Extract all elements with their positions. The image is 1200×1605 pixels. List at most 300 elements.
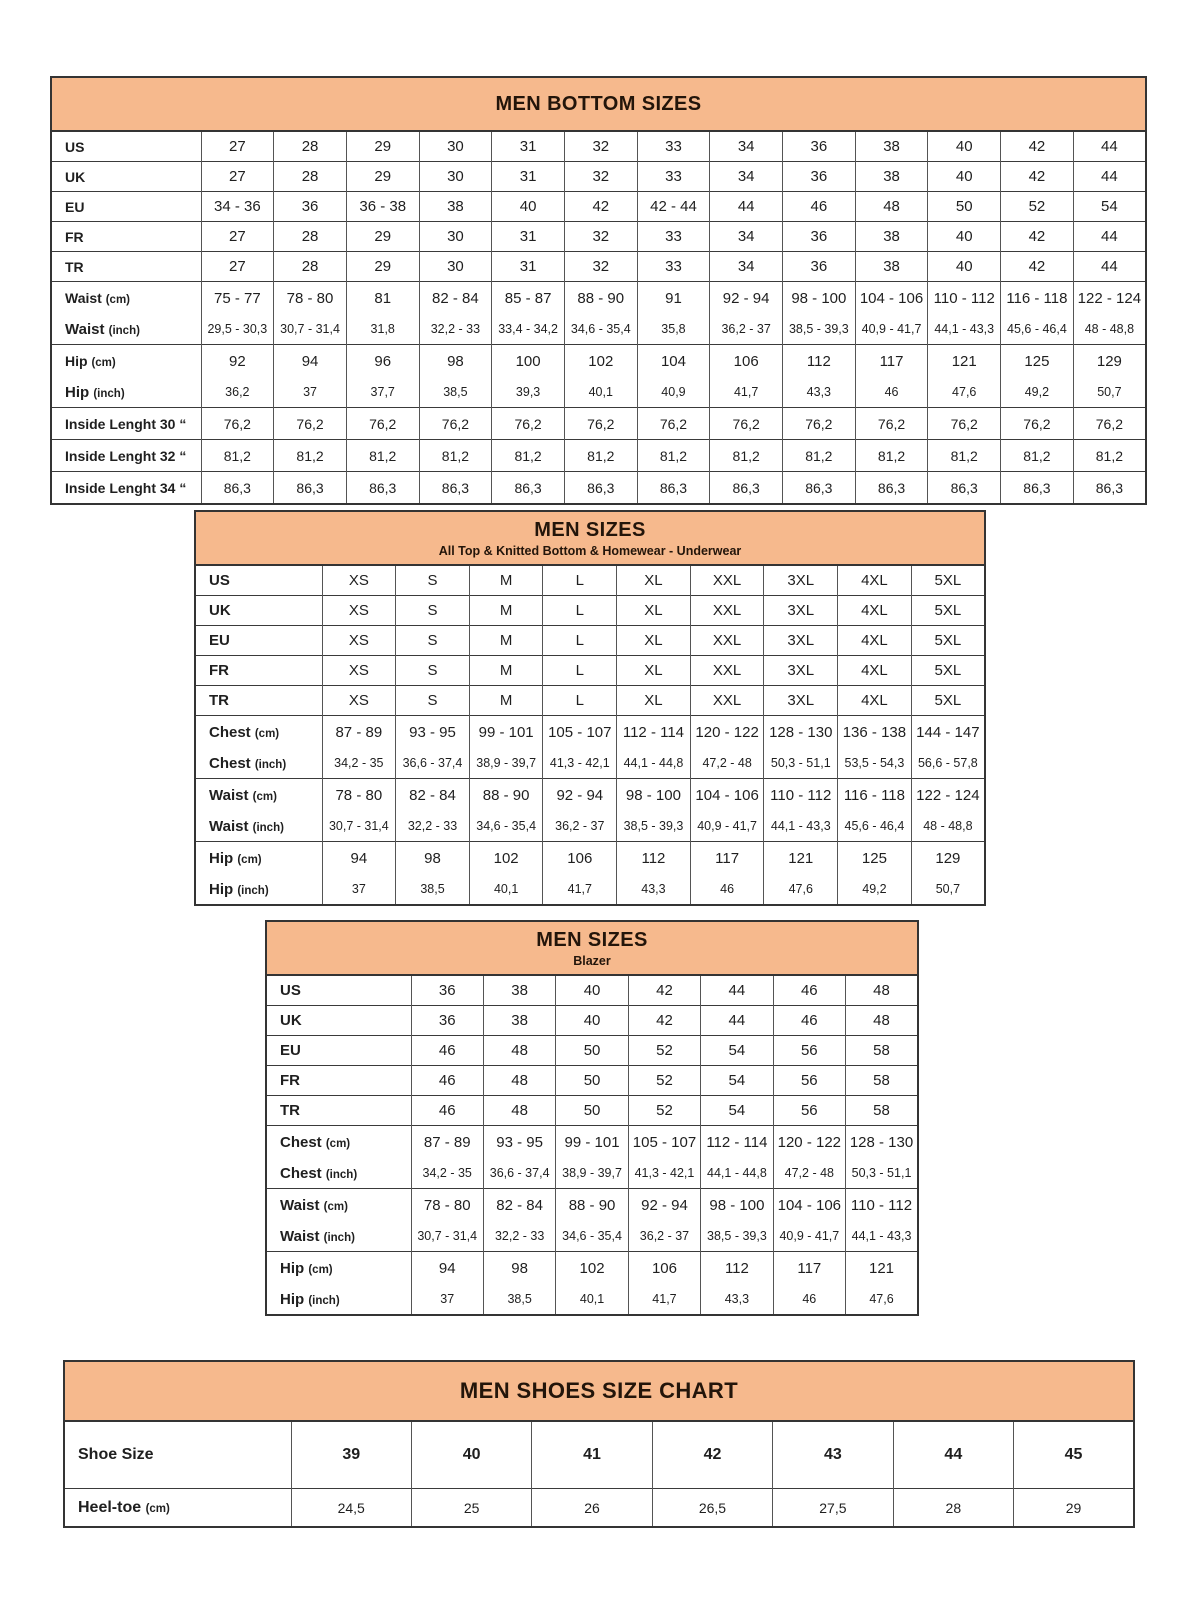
value-cell: 42 — [1001, 222, 1074, 252]
value-cell: 98 — [396, 842, 470, 875]
value-cell: 47,6 — [764, 874, 838, 905]
value-cell: 75 - 77 — [201, 282, 274, 315]
value-cell: 98 — [419, 345, 492, 378]
value-cell: 41,7 — [628, 1284, 700, 1315]
value-cell: 4XL — [838, 596, 912, 626]
value-cell: 36 — [783, 222, 856, 252]
value-cell: 36 — [783, 252, 856, 282]
row-label-unit: (cm) — [105, 294, 130, 306]
value-cell: 44,1 - 43,3 — [846, 1221, 918, 1252]
value-cell: 76,2 — [855, 408, 928, 440]
value-cell: 81,2 — [1073, 440, 1146, 472]
row-label: US — [280, 982, 301, 999]
value-cell: 40,9 - 41,7 — [773, 1221, 845, 1252]
value-cell: 33 — [637, 222, 710, 252]
row-label: UK — [195, 596, 322, 626]
value-cell: 105 - 107 — [543, 716, 617, 749]
value-cell: M — [469, 656, 543, 686]
value-cell: 28 — [893, 1489, 1013, 1528]
table-subtitle: Blazer — [573, 953, 611, 968]
value-cell: 28 — [274, 162, 347, 192]
row-label-unit: (inch) — [252, 821, 284, 834]
value-cell: 44 — [1073, 222, 1146, 252]
row-label: Hip (inch) — [209, 880, 269, 898]
row-label: TR — [266, 1096, 411, 1126]
table-row — [195, 656, 985, 686]
value-cell: 116 - 118 — [1001, 282, 1074, 315]
value-cell: 27 — [201, 252, 274, 282]
value-cell: 43,3 — [701, 1284, 773, 1315]
value-cell: 30 — [419, 162, 492, 192]
value-cell: 40 — [928, 222, 1001, 252]
value-cell: 36 - 38 — [346, 192, 419, 222]
value-cell: 106 — [628, 1252, 700, 1285]
table-row — [195, 565, 985, 596]
value-cell: 31 — [492, 222, 565, 252]
value-cell: 44 — [701, 975, 773, 1006]
value-cell: 88 - 90 — [469, 779, 543, 812]
value-cell: 125 — [1001, 345, 1074, 378]
value-cell: 54 — [701, 1066, 773, 1096]
value-cell: 38 — [855, 131, 928, 162]
value-cell: 86,3 — [783, 472, 856, 505]
value-cell: 81,2 — [1001, 440, 1074, 472]
value-cell: 93 - 95 — [396, 716, 470, 749]
row-label-unit: (cm) — [237, 853, 262, 866]
value-cell: 98 - 100 — [617, 779, 691, 812]
value-cell: 3XL — [764, 565, 838, 596]
table-row — [51, 377, 1146, 408]
value-cell: 88 - 90 — [556, 1189, 628, 1222]
value-cell: 104 - 106 — [773, 1189, 845, 1222]
value-cell: 26,5 — [652, 1489, 772, 1528]
value-cell: 50 — [928, 192, 1001, 222]
row-label: TR — [51, 252, 201, 282]
row-label: FR — [195, 656, 322, 686]
value-cell: 37 — [322, 874, 396, 905]
value-cell: 24,5 — [291, 1489, 411, 1528]
value-cell: S — [396, 565, 470, 596]
value-cell: 47,6 — [846, 1284, 918, 1315]
value-cell: 44,1 - 44,8 — [701, 1158, 773, 1189]
table-row — [195, 874, 985, 905]
value-cell: 5XL — [911, 565, 985, 596]
value-cell: 40 — [556, 1006, 628, 1036]
value-cell: 44,1 - 43,3 — [764, 811, 838, 842]
table-title: MEN SIZES — [534, 518, 646, 541]
value-cell: 78 - 80 — [411, 1189, 483, 1222]
value-cell: 42 — [1001, 162, 1074, 192]
value-cell: 85 - 87 — [492, 282, 565, 315]
row-label: FR — [51, 222, 201, 252]
row-label: Heel-toe (cm) — [64, 1489, 291, 1528]
value-cell: 28 — [274, 131, 347, 162]
value-cell: 43,3 — [617, 874, 691, 905]
value-cell: 129 — [1073, 345, 1146, 378]
value-cell: 38,9 - 39,7 — [556, 1158, 628, 1189]
value-cell: 5XL — [911, 656, 985, 686]
value-cell: L — [543, 565, 617, 596]
value-cell: 128 - 130 — [846, 1126, 918, 1159]
table-row — [195, 626, 985, 656]
value-cell: 87 - 89 — [322, 716, 396, 749]
value-cell: XS — [322, 626, 396, 656]
value-cell: L — [543, 656, 617, 686]
value-cell: 81,2 — [346, 440, 419, 472]
value-cell: 40,1 — [564, 377, 637, 408]
value-cell: L — [543, 686, 617, 716]
value-cell: 82 - 84 — [483, 1189, 555, 1222]
value-cell: 36,6 - 37,4 — [483, 1158, 555, 1189]
value-cell: 29 — [346, 222, 419, 252]
value-cell: 34 — [710, 162, 783, 192]
value-cell: 38,5 - 39,3 — [783, 314, 856, 345]
value-cell: 86,3 — [564, 472, 637, 505]
value-cell: 76,2 — [346, 408, 419, 440]
value-cell: 27 — [201, 131, 274, 162]
value-cell: 48 - 48,8 — [1073, 314, 1146, 345]
value-cell: 38,5 — [396, 874, 470, 905]
value-cell: 54 — [701, 1036, 773, 1066]
value-cell: 104 - 106 — [855, 282, 928, 315]
value-cell: 81,2 — [274, 440, 347, 472]
table-row — [195, 779, 985, 812]
value-cell: XXL — [690, 656, 764, 686]
table-row — [266, 1284, 918, 1315]
table-row — [266, 1096, 918, 1126]
value-cell: 47,2 - 48 — [690, 748, 764, 779]
value-cell: 38,5 - 39,3 — [617, 811, 691, 842]
value-cell: 41,3 - 42,1 — [543, 748, 617, 779]
value-cell: 49,2 — [838, 874, 912, 905]
value-cell: 86,3 — [274, 472, 347, 505]
value-cell: 25 — [411, 1489, 531, 1528]
value-cell: 48 — [483, 1096, 555, 1126]
table-row — [266, 1158, 918, 1189]
table-row — [51, 162, 1146, 192]
value-cell: 78 - 80 — [274, 282, 347, 315]
men-sizes-top-table — [194, 510, 986, 906]
row-label: TR — [195, 686, 322, 716]
value-cell: 76,2 — [1073, 408, 1146, 440]
table-title: MEN SHOES SIZE CHART — [459, 1378, 739, 1404]
value-cell: 44 — [1073, 162, 1146, 192]
table-row — [51, 252, 1146, 282]
value-cell: 87 - 89 — [411, 1126, 483, 1159]
value-cell: 120 - 122 — [773, 1126, 845, 1159]
value-cell: 129 — [911, 842, 985, 875]
row-label: Hip (cm) — [266, 1252, 411, 1285]
value-cell: 112 — [617, 842, 691, 875]
value-cell: 34 - 36 — [201, 192, 274, 222]
value-cell: 33,4 - 34,2 — [492, 314, 565, 345]
value-cell: 46 — [855, 377, 928, 408]
value-cell: 27 — [201, 222, 274, 252]
value-cell: XL — [617, 596, 691, 626]
value-cell: 36 — [274, 192, 347, 222]
value-cell: 44 — [701, 1006, 773, 1036]
value-cell: 30,7 - 31,4 — [274, 314, 347, 345]
row-label-unit: (cm) — [325, 1137, 351, 1150]
value-cell: 30 — [419, 222, 492, 252]
value-cell: 32 — [564, 252, 637, 282]
value-cell: 76,2 — [274, 408, 347, 440]
value-cell: 47,6 — [928, 377, 1001, 408]
row-label: Waist (cm) — [51, 282, 201, 315]
row-label-unit: (inch) — [237, 884, 269, 897]
value-cell: 112 — [783, 345, 856, 378]
value-cell: 76,2 — [564, 408, 637, 440]
value-cell: 86,3 — [201, 472, 274, 505]
value-cell: XXL — [690, 686, 764, 716]
value-cell: 40 — [556, 975, 628, 1006]
value-cell: 117 — [690, 842, 764, 875]
value-cell: 39 — [291, 1421, 411, 1489]
value-cell: 41,7 — [710, 377, 783, 408]
table-row — [195, 716, 985, 749]
value-cell: 122 - 124 — [1073, 282, 1146, 315]
value-cell: 76,2 — [492, 408, 565, 440]
value-cell: 81 — [346, 282, 419, 315]
value-cell: 47,2 - 48 — [773, 1158, 845, 1189]
table-row — [51, 192, 1146, 222]
value-cell: 27 — [201, 162, 274, 192]
value-cell: 81,2 — [928, 440, 1001, 472]
value-cell: 52 — [628, 1036, 700, 1066]
value-cell: 58 — [846, 1096, 918, 1126]
value-cell: 33 — [637, 131, 710, 162]
row-label: Chest (inch) — [209, 754, 287, 772]
value-cell: 40 — [928, 252, 1001, 282]
value-cell: 41,7 — [543, 874, 617, 905]
value-cell: 88 - 90 — [564, 282, 637, 315]
value-cell: 44 — [893, 1421, 1013, 1489]
value-cell: 86,3 — [492, 472, 565, 505]
value-cell: 46 — [411, 1096, 483, 1126]
value-cell: 36,2 — [201, 377, 274, 408]
value-cell: 86,3 — [928, 472, 1001, 505]
value-cell: 112 - 114 — [701, 1126, 773, 1159]
value-cell: 38 — [483, 975, 555, 1006]
value-cell: 98 — [483, 1252, 555, 1285]
value-cell: 34,6 - 35,4 — [556, 1221, 628, 1252]
row-label-unit: (inch) — [323, 1231, 355, 1244]
value-cell: 30,7 - 31,4 — [411, 1221, 483, 1252]
value-cell: 50 — [556, 1036, 628, 1066]
value-cell: 86,3 — [710, 472, 783, 505]
row-label-unit: (inch) — [308, 1294, 340, 1307]
value-cell: 76,2 — [710, 408, 783, 440]
value-cell: 5XL — [911, 596, 985, 626]
value-cell: L — [543, 596, 617, 626]
value-cell: 50 — [556, 1096, 628, 1126]
value-cell: 34,6 - 35,4 — [469, 811, 543, 842]
value-cell: 32,2 - 33 — [483, 1221, 555, 1252]
value-cell: 86,3 — [855, 472, 928, 505]
value-cell: 54 — [701, 1096, 773, 1126]
value-cell: 28 — [274, 252, 347, 282]
value-cell: 92 — [201, 345, 274, 378]
value-cell: 43,3 — [783, 377, 856, 408]
value-cell: 30,7 - 31,4 — [322, 811, 396, 842]
value-cell: 40,9 - 41,7 — [855, 314, 928, 345]
value-cell: 4XL — [838, 565, 912, 596]
value-cell: 5XL — [911, 626, 985, 656]
value-cell: 32 — [564, 162, 637, 192]
value-cell: 98 - 100 — [783, 282, 856, 315]
value-cell: 36 — [411, 975, 483, 1006]
value-cell: 30 — [419, 252, 492, 282]
value-cell: 76,2 — [201, 408, 274, 440]
value-cell: 3XL — [764, 656, 838, 686]
value-cell: 48 — [483, 1036, 555, 1066]
table-row — [51, 314, 1146, 345]
value-cell: 82 - 84 — [419, 282, 492, 315]
value-cell: 110 - 112 — [928, 282, 1001, 315]
row-label: Hip (cm) — [51, 345, 201, 378]
value-cell: 81,2 — [637, 440, 710, 472]
value-cell: 32 — [564, 222, 637, 252]
value-cell: XS — [322, 656, 396, 686]
value-cell: 46 — [783, 192, 856, 222]
row-label: US — [65, 138, 85, 155]
table-header-band — [266, 921, 918, 975]
value-cell: 3XL — [764, 596, 838, 626]
value-cell: 81,2 — [564, 440, 637, 472]
row-label: Waist (inch) — [209, 817, 284, 835]
value-cell: 40 — [928, 131, 1001, 162]
table-row — [64, 1421, 1134, 1489]
value-cell: 41,3 - 42,1 — [628, 1158, 700, 1189]
value-cell: 41 — [532, 1421, 652, 1489]
value-cell: 3XL — [764, 686, 838, 716]
table-row — [195, 842, 985, 875]
value-cell: 4XL — [838, 626, 912, 656]
value-cell: 40 — [492, 192, 565, 222]
row-label-unit: (cm) — [308, 1263, 333, 1276]
value-cell: 45,6 - 46,4 — [838, 811, 912, 842]
value-cell: 76,2 — [783, 408, 856, 440]
value-cell: 121 — [928, 345, 1001, 378]
value-cell: 86,3 — [346, 472, 419, 505]
value-cell: 58 — [846, 1066, 918, 1096]
value-cell: XXL — [690, 596, 764, 626]
value-cell: 34,2 - 35 — [411, 1158, 483, 1189]
value-cell: 94 — [411, 1252, 483, 1285]
value-cell: 38 — [855, 222, 928, 252]
value-cell: 92 - 94 — [543, 779, 617, 812]
value-cell: S — [396, 626, 470, 656]
value-cell: 99 - 101 — [469, 716, 543, 749]
value-cell: 40,1 — [469, 874, 543, 905]
table-header-band — [195, 511, 985, 565]
row-label-unit: (cm) — [252, 790, 277, 803]
table-row — [195, 596, 985, 626]
value-cell: 81,2 — [710, 440, 783, 472]
value-cell: 42 — [652, 1421, 772, 1489]
value-cell: 56 — [773, 1066, 845, 1096]
row-label: UK — [51, 162, 201, 192]
row-label: Hip (inch) — [65, 383, 125, 401]
row-label: Inside Lenght 32 “ — [51, 440, 201, 472]
value-cell: XS — [322, 686, 396, 716]
value-cell: 82 - 84 — [396, 779, 470, 812]
value-cell: 121 — [846, 1252, 918, 1285]
row-label: US — [209, 572, 230, 589]
value-cell: 46 — [773, 1006, 845, 1036]
value-cell: 81,2 — [855, 440, 928, 472]
row-label: Inside Lenght 30 “ — [51, 408, 201, 440]
value-cell: 36,2 - 37 — [628, 1221, 700, 1252]
value-cell: 42 - 44 — [637, 192, 710, 222]
value-cell: 3XL — [764, 626, 838, 656]
row-label-unit: (inch) — [254, 758, 287, 771]
value-cell: 29,5 - 30,3 — [201, 314, 274, 345]
value-cell: 52 — [1001, 192, 1074, 222]
value-cell: M — [469, 626, 543, 656]
value-cell: 46 — [773, 1284, 845, 1315]
table-row — [195, 811, 985, 842]
row-label: Chest (inch) — [280, 1164, 358, 1182]
value-cell: 106 — [543, 842, 617, 875]
value-cell: 86,3 — [1073, 472, 1146, 505]
value-cell: 40 — [411, 1421, 531, 1489]
value-cell: 102 — [469, 842, 543, 875]
men-bottom-sizes-table — [50, 76, 1147, 505]
value-cell: 76,2 — [928, 408, 1001, 440]
value-cell: 110 - 112 — [764, 779, 838, 812]
value-cell: 4XL — [838, 656, 912, 686]
value-cell: 86,3 — [1001, 472, 1074, 505]
value-cell: XL — [617, 626, 691, 656]
row-label: Waist (cm) — [195, 779, 322, 812]
value-cell: 4XL — [838, 686, 912, 716]
value-cell: 104 - 106 — [690, 779, 764, 812]
value-cell: 29 — [346, 131, 419, 162]
value-cell: 5XL — [911, 686, 985, 716]
table-row — [51, 282, 1146, 315]
value-cell: 34 — [710, 252, 783, 282]
value-cell: 117 — [773, 1252, 845, 1285]
value-cell: 96 — [346, 345, 419, 378]
men-shoes-size-grid — [63, 1360, 1135, 1528]
value-cell: 50,3 - 51,1 — [846, 1158, 918, 1189]
value-cell: 58 — [846, 1036, 918, 1066]
value-cell: 102 — [556, 1252, 628, 1285]
table-row — [266, 1221, 918, 1252]
value-cell: 31 — [492, 131, 565, 162]
value-cell: 50 — [556, 1066, 628, 1096]
row-label-unit: (inch) — [325, 1168, 358, 1181]
table-row — [51, 440, 1146, 472]
table-title: MEN BOTTOM SIZES — [495, 92, 702, 115]
value-cell: 52 — [628, 1096, 700, 1126]
value-cell: 117 — [855, 345, 928, 378]
value-cell: 32,2 - 33 — [419, 314, 492, 345]
value-cell: 81,2 — [783, 440, 856, 472]
table-header-band — [64, 1361, 1134, 1421]
value-cell: 45,6 - 46,4 — [1001, 314, 1074, 345]
value-cell: 56 — [773, 1096, 845, 1126]
value-cell: 38 — [855, 162, 928, 192]
row-label: EU — [51, 192, 201, 222]
value-cell: 36 — [783, 131, 856, 162]
value-cell: 54 — [1073, 192, 1146, 222]
value-cell: 44,1 - 44,8 — [617, 748, 691, 779]
value-cell: 120 - 122 — [690, 716, 764, 749]
value-cell: 40,9 - 41,7 — [690, 811, 764, 842]
value-cell: 40 — [928, 162, 1001, 192]
